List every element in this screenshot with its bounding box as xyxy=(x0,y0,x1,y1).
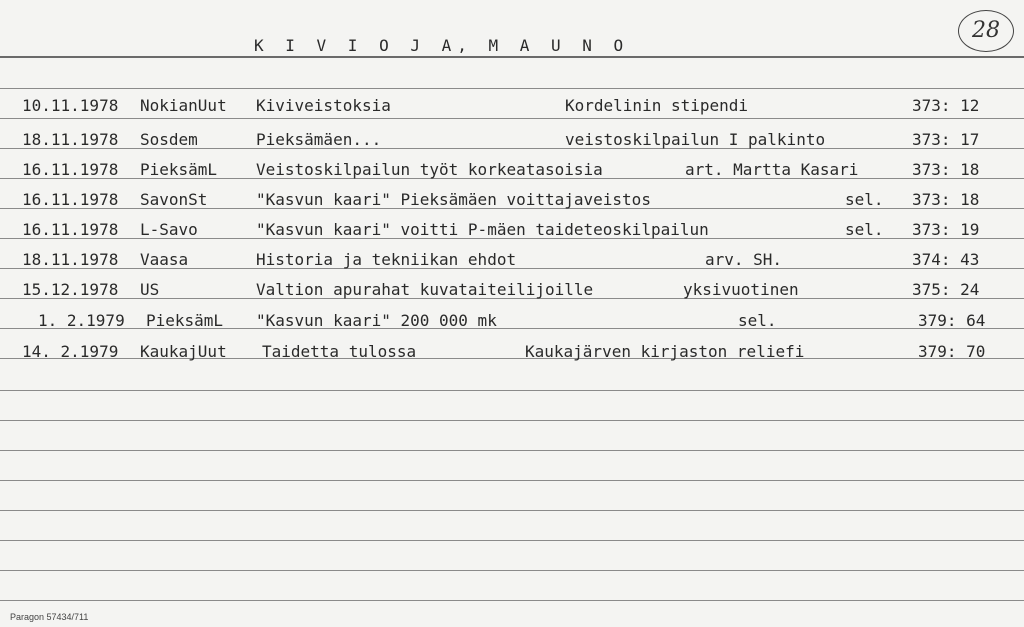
entry-note: yksivuotinen xyxy=(683,280,799,299)
entry-row xyxy=(0,190,1024,214)
entry-title: Historia ja tekniikan ehdot xyxy=(256,250,517,269)
entry-ref: 375: 24 xyxy=(912,280,980,299)
ruled-line xyxy=(0,510,1024,511)
entry-date: 18.11.1978 xyxy=(22,130,119,149)
entry-row xyxy=(0,311,1024,335)
entry-source: NokianUut xyxy=(140,96,227,115)
entry-ref: 373: 18 xyxy=(912,190,980,209)
entry-title: Kiviveistoksia xyxy=(256,96,391,115)
entry-row xyxy=(0,280,1024,304)
card-number: 28 xyxy=(958,10,1014,52)
entry-ref: 374: 43 xyxy=(912,250,980,269)
entry-date: 16.11.1978 xyxy=(22,190,119,209)
entry-note: art. Martta Kasari xyxy=(685,160,859,179)
entry-row xyxy=(0,250,1024,274)
entry-note: sel. xyxy=(738,311,777,330)
entry-source: PieksämL xyxy=(140,160,218,179)
entry-row xyxy=(0,130,1024,154)
entry-ref: 379: 70 xyxy=(918,342,986,361)
ruled-line xyxy=(0,540,1024,541)
entry-title: Taidetta tulossa xyxy=(262,342,417,361)
ruled-line xyxy=(0,600,1024,601)
entry-note: sel. xyxy=(845,190,884,209)
ruled-line xyxy=(0,480,1024,481)
entry-note: Kaukajärven kirjaston reliefi xyxy=(525,342,805,361)
entry-source: L-Savo xyxy=(140,220,198,239)
entry-source: Sosdem xyxy=(140,130,198,149)
entry-date: 1. 2.1979 xyxy=(38,311,125,330)
entry-ref: 373: 12 xyxy=(912,96,980,115)
entry-ref: 373: 19 xyxy=(912,220,980,239)
entry-date: 16.11.1978 xyxy=(22,220,119,239)
entry-note: sel. xyxy=(845,220,884,239)
entry-title: "Kasvun kaari" 200 000 mk xyxy=(256,311,497,330)
entry-note: veistoskilpailun I palkinto xyxy=(565,130,826,149)
entry-row xyxy=(0,160,1024,184)
entry-row xyxy=(0,96,1024,120)
printer-mark: Paragon 57434/711 xyxy=(10,612,89,622)
entry-ref: 373: 18 xyxy=(912,160,980,179)
entry-title: Pieksämäen... xyxy=(256,130,382,149)
ruled-line xyxy=(0,390,1024,391)
entry-title: "Kasvun kaari" Pieksämäen voittajaveistos xyxy=(256,190,651,209)
entry-date: 16.11.1978 xyxy=(22,160,119,179)
entry-source: SavonSt xyxy=(140,190,208,209)
entry-title: "Kasvun kaari" voitti P-mäen taideteoskilpailun xyxy=(256,220,709,239)
entry-row xyxy=(0,342,1024,366)
ruled-line xyxy=(0,88,1024,89)
entry-source: US xyxy=(140,280,160,299)
entry-source: Vaasa xyxy=(140,250,189,269)
entry-note: arv. SH. xyxy=(705,250,783,269)
entry-date: 15.12.1978 xyxy=(22,280,119,299)
entry-source: KaukajUut xyxy=(140,342,227,361)
ruled-line xyxy=(0,450,1024,451)
entry-note: Kordelinin stipendi xyxy=(565,96,749,115)
entry-source: PieksämL xyxy=(146,311,224,330)
entry-title: Veistoskilpailun työt korkeatasoisia xyxy=(256,160,603,179)
header-rule xyxy=(0,56,1024,58)
entry-date: 18.11.1978 xyxy=(22,250,119,269)
ruled-line xyxy=(0,570,1024,571)
card-name: K I V I O J A, M A U N O xyxy=(254,36,630,55)
entry-ref: 373: 17 xyxy=(912,130,980,149)
entry-date: 14. 2.1979 xyxy=(22,342,119,361)
entry-row xyxy=(0,220,1024,244)
ruled-line xyxy=(0,420,1024,421)
entry-date: 10.11.1978 xyxy=(22,96,119,115)
entry-ref: 379: 64 xyxy=(918,311,986,330)
entry-title: Valtion apurahat kuvataiteilijoille xyxy=(256,280,594,299)
